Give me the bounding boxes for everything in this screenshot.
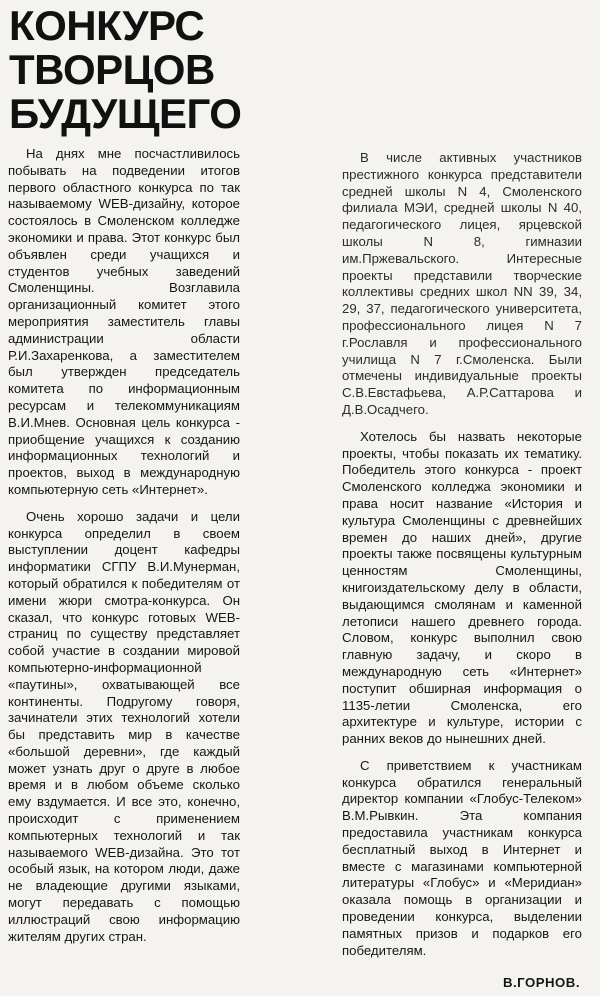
paragraph: С приветствием к участникам конкурса обратился генеральный директор компании «Глобус-Телеком» В.М.Рывкин. Эта компания предоставила участникам конкурса бесплатный выход в Интернет и вместе с магазинами компьютерной литературы «Глобус» и «Меридиан» оказала помощь в организации и проведении конкурса, выделении памятных призов и подарков его победителям. [342, 757, 582, 958]
paragraph: На днях мне посчастливилось побывать на подведении итогов первого областного конкурса по так называемому WEB-дизайну, которое состоялось в Смоленском колледже экономики и права. Этот конкурс был объявлен среди учащихся и студентов учебных заведений Смоленщины. Возглавила организационный комитет этого мероприятия заместитель главы администрации области Р.И.Захаренкова, а заместителем был утвержден председатель комитета по информационным ресурсам и телекоммуникациям В.И.Мнев. Основная цель конкурса - приобщение учащихся к созданию информационных технологий и проектов, выход в международную компьютерную сеть «Интернет». [8, 146, 240, 497]
headline-line-2: ТВОРЦОВ [9, 46, 215, 93]
article-headline [9, 4, 241, 136]
headline-line-3: БУДУЩЕГО [9, 90, 242, 137]
headline-line-1: КОНКУРС [9, 2, 205, 49]
article-column-right [342, 150, 582, 961]
article-column-left [8, 146, 240, 947]
author-signature: В.ГОРНОВ. [502, 975, 580, 990]
paragraph: В числе активных участников престижного конкурса представители средней школы N 4, Смоленского филиала МЭИ, средней школы N 40, педагогического лицея, ярцевской школы N 8, гимназии им.Пржевальского. Интересные проекты представили творческие коллективы средних школ NN 39, 34, 29, 37, педагогического университета, профессионального лицея N 7 г.Рославля и профессионального училища N 7 г.Смоленска. Были отмечены индивидуальные проекты С.В.Евстафьева, А.Р.Саттарова и Д.В.Осадчего. [342, 150, 582, 417]
paragraph: Очень хорошо задачи и цели конкурса определил в своем выступлении доцент кафедры информатики СГПУ В.И.Мунерман, который обратился к победителям от имени жюри смотра-конкурса. Он сказал, что конкурс готовых WEB-страниц по существу представляет собой участие в создании мировой компьютерно-информационной «паутины», охватывающей все континенты. Подругому говоря, зачинатели этих технологий хотели бы представить мир в качестве «большой деревни», где каждый может узнать друг о друге в любое время и в любом объеме сколько ему вздумается. И все это, конечно, происходит с применением компьютерных технологий и так называемого WEB-дизайна. Это тот особый язык, на котором люди, даже не владеющие другими языками, могут передавать с помощью иллюстраций свою информацию жителям других стран. [8, 508, 240, 944]
paragraph: Хотелось бы назвать некоторые проекты, чтобы показать их тематику. Победитель этого конкурса - проект Смоленского колледжа экономики и права носит название «История и культура Смоленщины с древнейших времен до наших дней», другие проекты также посвящены культурным ценностям Смоленщины, книгоиздательскому делу в области, выдающимся смолянам и каменной летописи нашего древнего города. Словом, конкурс выполнил свою главную задачу, и скоро в международную сеть «Интернет» поступит обширная информация о 1135-летии Смоленска, его архитектуре и культуре, истории с ранних веков до нынешних дней. [342, 428, 582, 747]
